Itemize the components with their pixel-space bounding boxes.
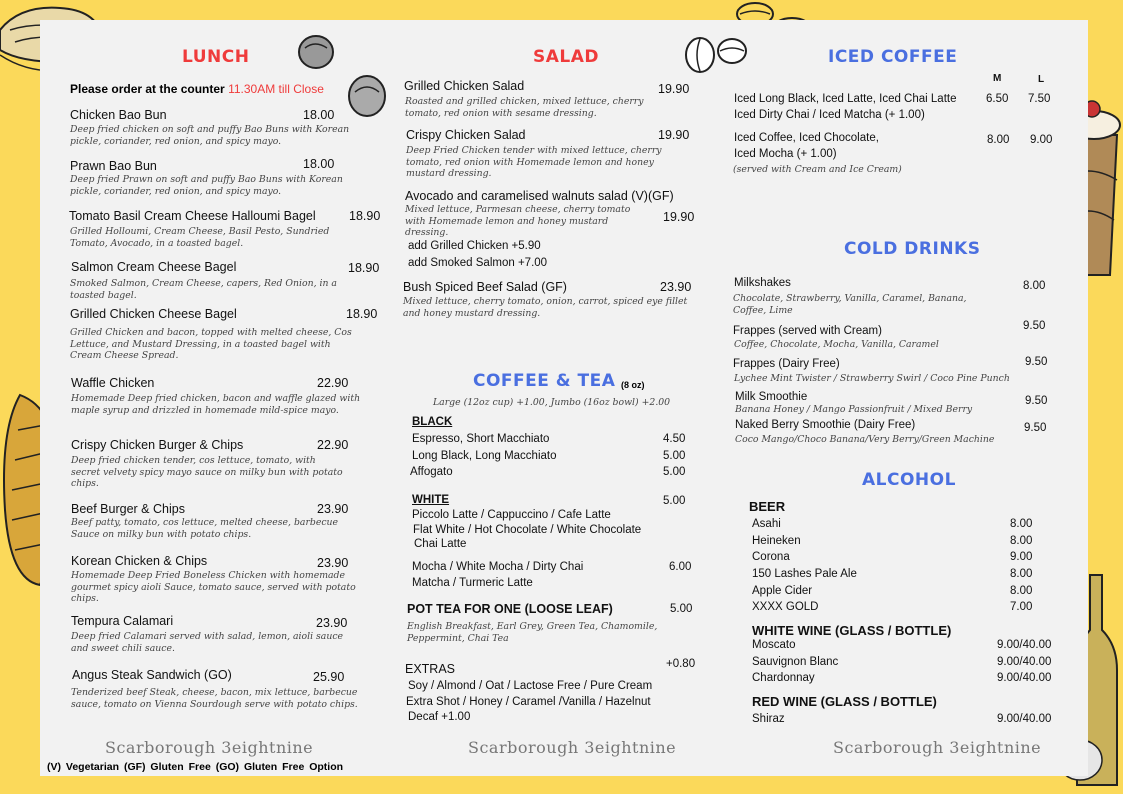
iced-price-l: 7.50 xyxy=(1028,93,1051,105)
lunch-item-desc: Homemade Deep fried chicken, bacon and waffle glazed with maple syrup and drizzled in homemade mild-spice mayo. xyxy=(71,393,361,416)
white-price: 5.00 xyxy=(663,495,686,507)
white-wine-heading: WHITE WINE (GLASS / BOTTLE) xyxy=(752,623,952,638)
lunch-item-desc: Smoked Salmon, Cream Cheese, capers, Red Onion, in a toasted bagel. xyxy=(70,278,337,301)
extras-line: Soy / Almond / Oat / Lactose Free / Pure Cream xyxy=(408,680,653,692)
decaf: Decaf +1.00 xyxy=(408,711,471,723)
beer-price: 8.00 xyxy=(1010,518,1033,530)
lunch-item-price: 18.90 xyxy=(346,307,378,321)
cold-item-price: 8.00 xyxy=(1023,280,1046,292)
white-line: Piccolo Latte / Cappuccino / Cafe Latte xyxy=(412,509,611,521)
lunch-item-price: 18.90 xyxy=(349,209,381,223)
beer-price: 7.00 xyxy=(1010,601,1033,613)
pot-tea-name: POT TEA FOR ONE (LOOSE LEAF) xyxy=(407,602,613,616)
salad-item-desc: Deep Fried Chicken tender with mixed lettuce, cherry tomato, red onion with Homemade lemon and honey mustard dressing. xyxy=(406,145,662,180)
lunch-item-price: 22.90 xyxy=(317,376,349,390)
cold-title: COLD DRINKS xyxy=(844,239,981,259)
extras-heading: EXTRAS xyxy=(405,662,456,676)
lunch-item-name: Grilled Chicken Cheese Bagel xyxy=(70,307,237,321)
salad-addon: add Smoked Salmon +7.00 xyxy=(408,257,548,269)
lunch-item-desc: Deep fried Prawn on soft and puffy Bao Buns with Korean pickle, coriander, red onion, and spicy mayo. xyxy=(70,174,343,197)
beer-name: XXXX GOLD xyxy=(752,601,819,613)
cold-item-desc: Banana Honey / Mango Passionfruit / Mixed Berry xyxy=(735,404,973,415)
mocha-line: Matcha / Turmeric Latte xyxy=(412,577,533,589)
lunch-item-name: Korean Chicken & Chips xyxy=(71,554,208,568)
cold-item-price: 9.50 xyxy=(1025,395,1048,407)
lunch-title: LUNCH xyxy=(182,47,250,67)
iced-note: (served with Cream and Ice Cream) xyxy=(733,164,902,175)
wine-name: Shiraz xyxy=(752,713,785,725)
lunch-item-desc: Tenderized beef Steak, cheese, bacon, mix lettuce, barbecue sauce, tomato on Vienna Sourdough serve with potato chips. xyxy=(71,687,358,710)
coffee-item-name: Long Black, Long Macchiato xyxy=(412,450,557,462)
beer-price: 9.00 xyxy=(1010,551,1033,563)
iced-price-m: 6.50 xyxy=(986,93,1009,105)
cold-item-name: Naked Berry Smoothie (Dairy Free) xyxy=(735,419,916,431)
cold-item-desc: Chocolate, Strawberry, Vanilla, Caramel, Banana, Coffee, Lime xyxy=(733,293,967,316)
salad-item-price: 19.90 xyxy=(658,128,690,142)
col-l: L xyxy=(1038,74,1045,85)
hazelnut-icon xyxy=(295,30,337,72)
salad-item-name: Crispy Chicken Salad xyxy=(406,128,526,142)
salad-item-name: Grilled Chicken Salad xyxy=(404,79,525,93)
lunch-item-desc: Beef patty, tomato, cos lettuce, melted cheese, barbecue Sauce on milky bun with potato chips. xyxy=(71,517,339,540)
salad-item-price: 23.90 xyxy=(660,280,692,294)
lunch-item-name: Tomato Basil Cream Cheese Halloumi Bagel xyxy=(69,209,316,223)
extras-price: +0.80 xyxy=(666,658,696,670)
wine-price: 9.00/40.00 xyxy=(997,656,1052,668)
brand-footer: Scarborough 3eightnine xyxy=(468,738,677,757)
salad-item-desc: Mixed lettuce, cherry tomato, onion, carrot, spiced eye fillet and honey mustard dressing. xyxy=(403,296,688,319)
wine-name: Chardonnay xyxy=(752,672,815,684)
coffee-size-note: (8 oz) xyxy=(621,380,645,390)
cold-item-desc: Coco Mango/Choco Banana/Very Berry/Green Machine xyxy=(735,434,995,445)
lunch-item-desc: Deep fried Calamari served with salad, lemon, aioli sauce and sweet chili sauce. xyxy=(71,631,344,654)
cold-item-desc: Coffee, Chocolate, Mocha, Vanilla, Caramel xyxy=(734,339,939,350)
wine-name: Moscato xyxy=(752,639,796,651)
lunch-item-name: Chicken Bao Bun xyxy=(70,108,167,122)
mocha-price: 6.00 xyxy=(669,561,692,573)
lunch-item-price: 18.00 xyxy=(303,157,335,171)
salad-item-price: 19.90 xyxy=(658,82,690,96)
lunch-item-price: 18.90 xyxy=(348,261,380,275)
beer-name: Asahi xyxy=(752,518,781,530)
white-line: Chai Latte xyxy=(414,538,467,550)
coffee-item-name: Espresso, Short Macchiato xyxy=(412,433,550,445)
lunch-item-desc: Homemade Deep Fried Boneless Chicken with homemade gourmet spicy aioli Sauce, tomato sauce, served with potato chips. xyxy=(71,570,356,605)
iced-title: ICED COFFEE xyxy=(828,47,958,67)
beer-price: 8.00 xyxy=(1010,535,1033,547)
lunch-item-name: Salmon Cream Cheese Bagel xyxy=(71,260,237,274)
salad-item-name: Bush Spiced Beef Salad (GF) xyxy=(403,280,567,294)
order-note xyxy=(70,82,324,96)
lunch-item-name: Waffle Chicken xyxy=(71,376,155,390)
lunch-item-desc: Deep fried chicken tender, cos lettuce, tomato, with secret velvety spicy mayo sauce on milky bun with potato chips. xyxy=(71,455,343,490)
brand-footer: Scarborough 3eightnine xyxy=(105,738,314,757)
coffee-options: Large (12oz cup) +1.00, Jumbo (16oz bowl) +2.00 xyxy=(433,397,671,408)
lunch-item-name: Prawn Bao Bun xyxy=(70,159,157,173)
diet-legend: (V) Vegetarian (GF) Gluten Free (GO) Gluten Free Option xyxy=(47,761,344,773)
cold-item-name: Frappes (served with Cream) xyxy=(733,325,882,337)
cold-item-name: Milkshakes xyxy=(734,277,791,289)
coffee-title: COFFEE & TEA xyxy=(473,371,616,391)
salad-addon: add Grilled Chicken +5.90 xyxy=(408,240,541,252)
cold-item-name: Milk Smoothie xyxy=(735,391,808,403)
white-line: Flat White / Hot Chocolate / White Chocolate xyxy=(413,524,642,536)
lunch-item-name: Tempura Calamari xyxy=(71,614,174,628)
wine-price: 9.00/40.00 xyxy=(997,713,1052,725)
salad-item-desc: Roasted and grilled chicken, mixed lettuce, cherry tomato, red onion with sesame dressing. xyxy=(405,96,644,119)
pot-tea-desc: English Breakfast, Earl Grey, Green Tea, Chamomile, Peppermint, Chai Tea xyxy=(407,621,658,644)
mocha-line: Mocha / White Mocha / Dirty Chai xyxy=(412,561,584,573)
iced-line: Iced Mocha (+ 1.00) xyxy=(734,148,837,160)
iced-price-l: 9.00 xyxy=(1030,134,1053,146)
salad-item-price: 19.90 xyxy=(663,210,695,224)
pot-tea-price: 5.00 xyxy=(670,603,693,615)
wine-price: 9.00/40.00 xyxy=(997,672,1052,684)
coffee-item-price: 4.50 xyxy=(663,433,686,445)
col-m: M xyxy=(993,73,1002,84)
order-hours: 11.30AM till Close xyxy=(228,82,324,96)
lunch-item-name: Crispy Chicken Burger & Chips xyxy=(71,438,244,452)
extras-line: Extra Shot / Honey / Caramel /Vanilla / Hazelnut xyxy=(406,696,651,708)
lunch-item-price: 23.90 xyxy=(317,556,349,570)
lunch-item-price: 25.90 xyxy=(313,670,345,684)
red-wine-heading: RED WINE (GLASS / BOTTLE) xyxy=(752,694,937,709)
lunch-item-name: Angus Steak Sandwich (GO) xyxy=(72,668,232,682)
beer-name: Heineken xyxy=(752,535,801,547)
beer-heading: BEER xyxy=(749,499,786,514)
lunch-item-desc: Grilled Chicken and bacon, topped with melted cheese, Cos Lettuce, and Mustard Dressing, in a toasted bagel with Cream Cheese Spread. xyxy=(70,327,352,362)
cold-item-price: 9.50 xyxy=(1024,422,1047,434)
coffee-beans-icon xyxy=(682,35,752,75)
coffee-item-price: 5.00 xyxy=(663,466,686,478)
alcohol-title: ALCOHOL xyxy=(862,470,956,490)
beer-price: 8.00 xyxy=(1010,568,1033,580)
lunch-item-desc: Grilled Holloumi, Cream Cheese, Basil Pesto, Sundried Tomato, Avocado, in a toasted bagel. xyxy=(70,226,330,249)
wine-name: Sauvignon Blanc xyxy=(752,656,839,668)
iced-price-m: 8.00 xyxy=(987,134,1010,146)
black-heading: BLACK xyxy=(412,416,453,428)
iced-line: Iced Dirty Chai / Iced Matcha (+ 1.00) xyxy=(734,109,925,121)
brand-footer: Scarborough 3eightnine xyxy=(833,738,1042,757)
cold-item-name: Frappes (Dairy Free) xyxy=(733,358,840,370)
beer-name: Corona xyxy=(752,551,790,563)
salad-title: SALAD xyxy=(533,47,600,67)
lunch-item-price: 18.00 xyxy=(303,108,335,122)
salad-item-desc: Mixed lettuce, Parmesan cheese, cherry tomato with Homemade lemon and honey mustard dressing. xyxy=(405,204,631,239)
beer-name: Apple Cider xyxy=(752,585,813,597)
lunch-item-price: 22.90 xyxy=(317,438,349,452)
lunch-item-desc: Deep fried chicken on soft and puffy Bao Buns with Korean pickle, coriander, red onion, and spicy mayo. xyxy=(70,124,350,147)
lunch-item-name: Beef Burger & Chips xyxy=(71,502,185,516)
cold-item-desc: Lychee Mint Twister / Strawberry Swirl / Coco Pine Punch xyxy=(734,373,1010,384)
coffee-item-price: 5.00 xyxy=(663,450,686,462)
iced-line: Iced Long Black, Iced Latte, Iced Chai Latte xyxy=(734,93,957,105)
hazelnut-icon xyxy=(345,72,390,120)
white-heading: WHITE xyxy=(412,494,450,506)
wine-price: 9.00/40.00 xyxy=(997,639,1052,651)
cold-item-price: 9.50 xyxy=(1023,320,1046,332)
order-note-text: Please order at the counter xyxy=(70,82,229,96)
lunch-item-price: 23.90 xyxy=(316,616,348,630)
beer-price: 8.00 xyxy=(1010,585,1033,597)
iced-line: Iced Coffee, Iced Chocolate, xyxy=(734,132,879,144)
salad-item-name: Avocado and caramelised walnuts salad (V)(GF) xyxy=(405,189,674,203)
cold-item-price: 9.50 xyxy=(1025,356,1048,368)
lunch-item-price: 23.90 xyxy=(317,502,349,516)
beer-name: 150 Lashes Pale Ale xyxy=(752,568,857,580)
coffee-item-name: Affogato xyxy=(410,466,453,478)
